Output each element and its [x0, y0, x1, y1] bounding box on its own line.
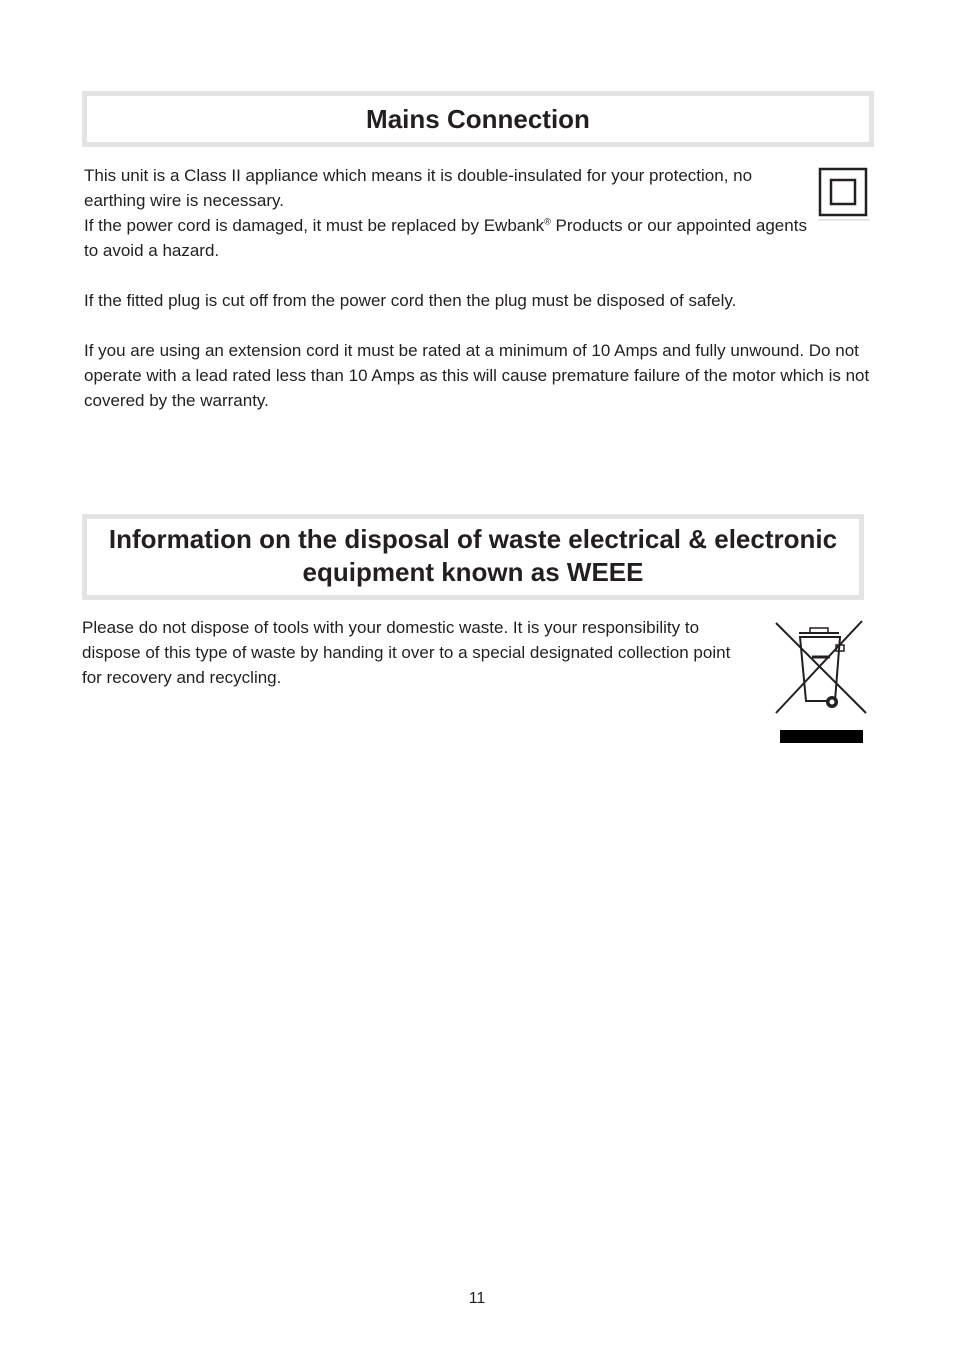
weee-heading-box — [82, 514, 864, 600]
page-number: 11 — [468, 1290, 486, 1307]
weee-title-line-1: Information on the disposal of waste electrical & electronic — [108, 524, 838, 554]
class-ii-paragraph: This unit is a Class II appliance which means it is double-insulated for your protection, no earthing wire is necessary. — [84, 166, 753, 210]
class-ii-double-square-icon — [818, 167, 870, 223]
plug-cut-off-paragraph: If the fitted plug is cut off from the power cord then the plug must be disposed of safely. — [84, 291, 737, 310]
mains-connection-title: Mains Connection — [366, 104, 590, 134]
weee-disposal-paragraph: Please do not dispose of tools with your domestic waste. It is your responsibility to dispose of this type of waste by handing it over to a special designated collection point for recovery and recycling. — [82, 618, 731, 687]
power-cord-damage-paragraph — [84, 213, 814, 263]
power-cord-text-start: If the power cord is damaged, it must be replaced by Ewbank — [84, 216, 545, 235]
power-cord-text-end: Products or our appointed agents to avoid a hazard. — [84, 216, 807, 260]
registered-mark: ® — [544, 216, 551, 227]
mains-connection-heading-box — [82, 91, 874, 147]
crossed-out-wheelie-bin-icon — [772, 619, 868, 745]
extension-cord-paragraph: If you are using an extension cord it must be rated at a minimum of 10 Amps and fully unwound. Do not operate with a lead rated less than 10 Amps as this will cause premature failure of the motor which is not covered by the warranty. — [84, 341, 870, 410]
weee-title-line-2: equipment known as WEEE — [302, 557, 644, 587]
